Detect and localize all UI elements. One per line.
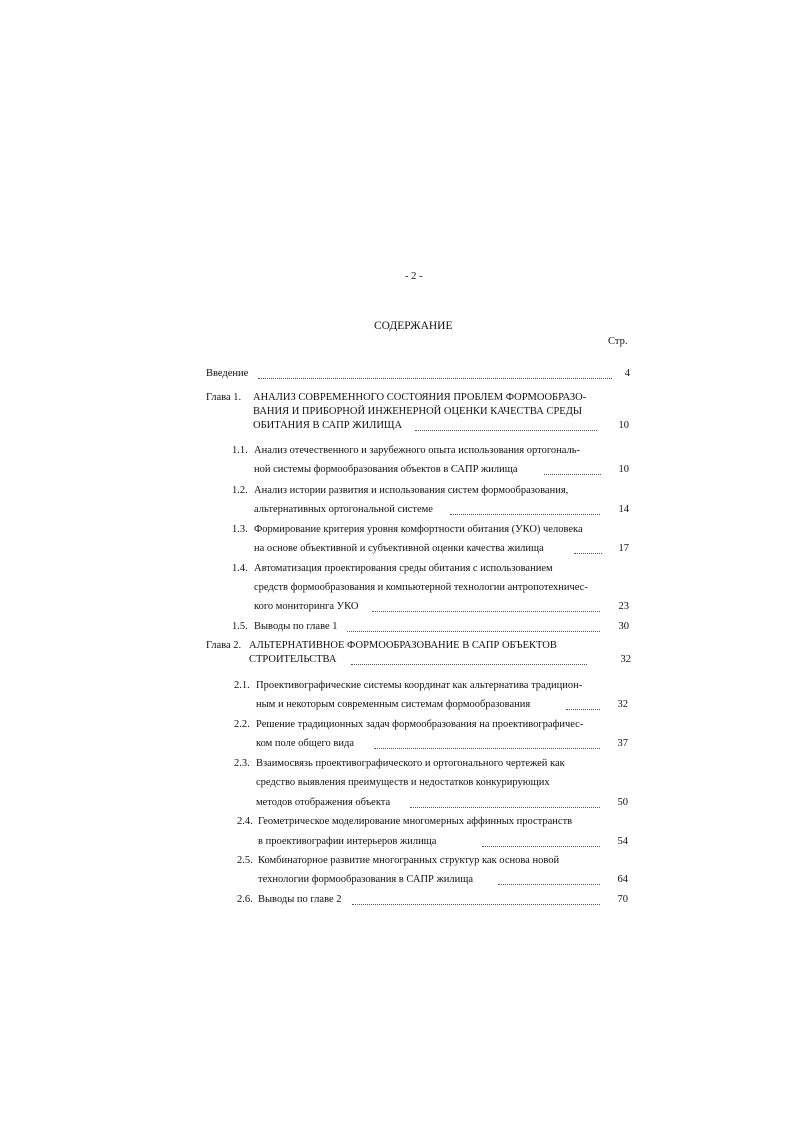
toc-page-number: 32: [617, 699, 628, 710]
toc-page-number: 4: [624, 368, 630, 379]
section-number: 1.5.: [232, 621, 248, 632]
section-title-line: Выводы по главе 2: [258, 894, 342, 905]
section-number: 2.5.: [237, 855, 253, 866]
section-title-line: методов отображения объекта: [256, 797, 391, 808]
toc-page-number: 14: [618, 504, 629, 515]
chapter-title-line: АЛЬТЕРНАТИВНОЕ ФОРМООБРАЗОВАНИЕ В САПР ОБЪЕКТОВ: [249, 640, 557, 651]
toc-page-number: 23: [618, 601, 629, 612]
section-title-line: Решение традиционных задач формообразования на проективографичес-: [256, 719, 584, 730]
leader-dots: [347, 631, 600, 632]
section-title-line: Геометрическое моделирование многомерных аффинных пространств: [258, 816, 573, 827]
toc-page-number: 30: [618, 621, 629, 632]
leader-dots: [482, 846, 600, 847]
section-number: 2.1.: [234, 680, 250, 691]
section-number: 2.4.: [237, 816, 253, 827]
section-title-line: технологии формообразования в САПР жилища: [258, 874, 473, 885]
section-number: 2.6.: [237, 894, 253, 905]
toc-page-number: 70: [617, 894, 628, 905]
section-title-line: альтернативных ортогональной системе: [254, 504, 433, 515]
leader-dots: [374, 748, 600, 749]
section-title-line: Анализ отечественного и зарубежного опыта использования ортогональ-: [254, 445, 581, 456]
section-title-line: Выводы по главе 1: [254, 621, 338, 632]
leader-dots: [566, 709, 600, 710]
toc-page-number: 10: [618, 420, 629, 431]
leader-dots: [410, 807, 600, 808]
section-number: 1.3.: [232, 524, 248, 535]
toc-page-number: 37: [617, 738, 628, 749]
chapter-title-line: ОБИТАНИЯ В САПР ЖИЛИЩА: [253, 420, 403, 431]
toc-page-number: 54: [617, 836, 628, 847]
toc-page-number: 32: [620, 654, 631, 665]
section-title-line: ной системы формообразования объектов в САПР жилища: [254, 464, 518, 475]
leader-dots: [351, 664, 587, 665]
section-number: 1.2.: [232, 485, 248, 496]
section-title-line: ком поле общего вида: [256, 738, 354, 749]
section-title-line: Взаимосвязь проективографического и ортогонального чертежей как: [256, 758, 565, 769]
chapter-title-line: ВАНИЯ И ПРИБОРНОЙ ИНЖЕНЕРНОЙ ОЦЕНКИ КАЧЕСТВА СРЕДЫ: [253, 406, 583, 417]
toc-page-number: 64: [617, 874, 628, 885]
page-column-label: Стр.: [608, 336, 628, 347]
leader-dots: [415, 430, 597, 431]
section-title-line: Анализ истории развития и использования систем формообразования,: [254, 485, 569, 496]
section-title-line: Формирование критерия уровня комфортности обитания (УКО) человека: [254, 524, 583, 535]
section-title-line: средств формообразования и компьютерной технологии антропотехничес-: [254, 582, 588, 593]
chapter-prefix: Глава 1.: [206, 392, 242, 403]
leader-dots: [544, 474, 601, 475]
leader-dots: [352, 904, 600, 905]
section-title-line: Комбинаторное развитие многогранных структур как основа новой: [258, 855, 560, 866]
section-title-line: Автоматизация проектирования среды обитания с использованием: [254, 563, 553, 574]
leader-dots: [574, 553, 602, 554]
toc-page-number: 17: [618, 543, 629, 554]
chapter-title-line: АНАЛИЗ СОВРЕМЕННОГО СОСТОЯНИЯ ПРОБЛЕМ ФОРМООБРАЗО-: [253, 392, 587, 403]
section-number: 1.4.: [232, 563, 248, 574]
leader-dots: [258, 378, 612, 379]
leader-dots: [372, 611, 600, 612]
section-number: 2.3.: [234, 758, 250, 769]
section-title-line: ным и некоторым современным системам формообразования: [256, 699, 531, 710]
section-title-line: кого мониторинга УКО: [254, 601, 359, 612]
section-title-line: Проективографические системы координат как альтернатива традицион-: [256, 680, 583, 691]
leader-dots: [450, 514, 600, 515]
section-number: 1.1.: [232, 445, 248, 456]
toc-page-number: 50: [617, 797, 628, 808]
chapter-title-line: СТРОИТЕЛЬСТВА: [249, 654, 337, 665]
leader-dots: [498, 884, 600, 885]
page-number: - 2 -: [405, 271, 423, 282]
section-number: 2.2.: [234, 719, 250, 730]
section-title-line: в проективографии интерьеров жилища: [258, 836, 437, 847]
toc-page-number: 10: [618, 464, 629, 475]
page-title: СОДЕРЖАНИЕ: [374, 320, 453, 332]
chapter-prefix: Глава 2.: [206, 640, 242, 651]
section-title-line: средство выявления преимуществ и недостатков конкурирующих: [256, 777, 550, 788]
toc-entry-label: Введение: [206, 368, 249, 379]
section-title-line: на основе объективной и субъективной оценки качества жилища: [254, 543, 544, 554]
